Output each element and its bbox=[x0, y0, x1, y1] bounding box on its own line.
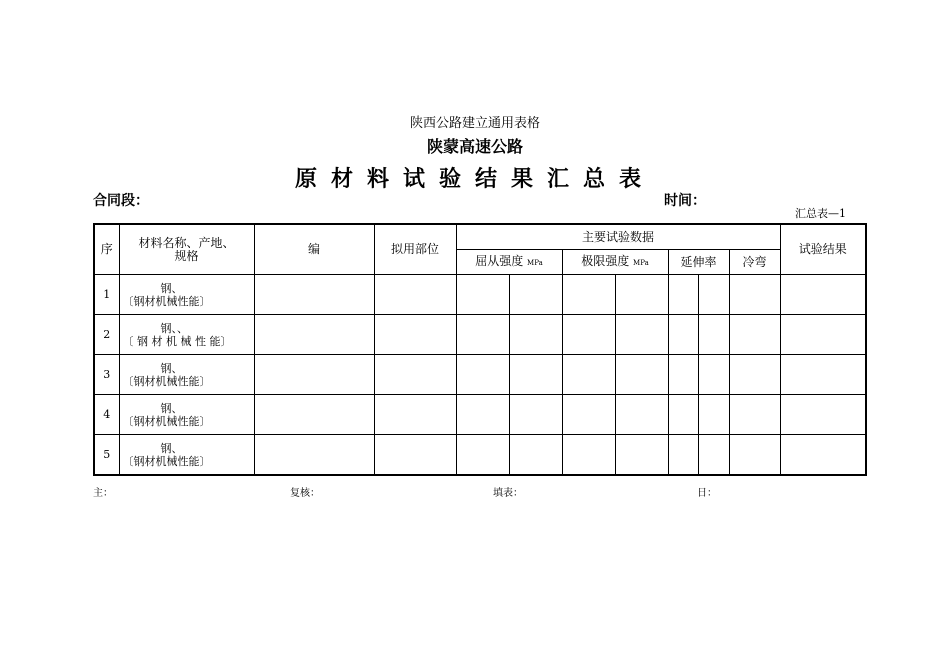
table-cell[interactable] bbox=[562, 355, 615, 395]
table-cell[interactable] bbox=[562, 315, 615, 355]
table-cell[interactable] bbox=[780, 395, 866, 435]
row-material-line2: 〔钢材机械性能〕 bbox=[122, 414, 211, 428]
table-cell[interactable] bbox=[374, 275, 456, 315]
row-material bbox=[119, 355, 254, 395]
col-location: 拟用部位 bbox=[374, 224, 456, 275]
footer-filler: 填表： bbox=[493, 488, 523, 499]
col-ultimate-unit: MPa bbox=[633, 258, 649, 267]
table-cell[interactable] bbox=[729, 395, 780, 435]
table-cell[interactable] bbox=[668, 355, 698, 395]
col-yield bbox=[456, 250, 562, 275]
form-number: 汇总表—1 bbox=[795, 207, 846, 220]
row-material-line1: 钢、 bbox=[160, 441, 183, 455]
row-material-line2: 〔钢材机械性能〕 bbox=[122, 454, 211, 468]
table-cell[interactable] bbox=[668, 435, 698, 476]
table-cell[interactable] bbox=[562, 275, 615, 315]
table-cell[interactable] bbox=[615, 315, 668, 355]
table-cell[interactable] bbox=[509, 435, 562, 476]
footer-date: 日： bbox=[697, 488, 717, 499]
row-seq: 1 bbox=[94, 275, 119, 315]
table-cell[interactable] bbox=[562, 395, 615, 435]
table-cell[interactable] bbox=[254, 315, 374, 355]
row-material-line2: 〔 钢 材 机 械 性 能〕 bbox=[122, 334, 232, 348]
table-cell[interactable] bbox=[698, 315, 729, 355]
project-name: 陕蒙高速公路 bbox=[426, 137, 523, 156]
table-cell[interactable] bbox=[374, 395, 456, 435]
table-row bbox=[94, 435, 866, 476]
row-seq: 2 bbox=[94, 315, 119, 355]
table-cell[interactable] bbox=[509, 355, 562, 395]
row-material-line1: 钢、、 bbox=[160, 321, 188, 335]
table-cell[interactable] bbox=[615, 435, 668, 476]
col-yield-unit: MPa bbox=[527, 258, 543, 267]
row-material bbox=[119, 395, 254, 435]
table-cell[interactable] bbox=[780, 355, 866, 395]
table-cell[interactable] bbox=[509, 395, 562, 435]
table-cell[interactable] bbox=[668, 395, 698, 435]
table-cell[interactable] bbox=[668, 275, 698, 315]
table-cell[interactable] bbox=[615, 395, 668, 435]
form-series-label: 陕西公路建立通用表格 bbox=[409, 116, 540, 131]
page-title: 原材料试验结果汇总表 bbox=[294, 167, 655, 192]
table-cell[interactable] bbox=[456, 315, 509, 355]
col-ultimate bbox=[562, 250, 668, 275]
footer-supervisor: 主： bbox=[93, 488, 113, 499]
table-cell[interactable] bbox=[374, 435, 456, 476]
table-cell[interactable] bbox=[456, 395, 509, 435]
table-cell[interactable] bbox=[509, 275, 562, 315]
row-material bbox=[119, 435, 254, 476]
col-code: 编 bbox=[254, 224, 374, 275]
row-material-line1: 钢、 bbox=[160, 401, 183, 415]
table-row bbox=[94, 395, 866, 435]
table-cell[interactable] bbox=[668, 315, 698, 355]
row-seq: 5 bbox=[94, 435, 119, 476]
table-cell[interactable] bbox=[780, 315, 866, 355]
table-row bbox=[94, 275, 866, 315]
table-row bbox=[94, 315, 866, 355]
table-cell[interactable] bbox=[456, 435, 509, 476]
contract-section-label: 合同段： bbox=[93, 193, 149, 209]
row-material-line1: 钢、 bbox=[160, 281, 183, 295]
row-material-line2: 〔钢材机械性能〕 bbox=[122, 374, 211, 388]
table-cell[interactable] bbox=[780, 275, 866, 315]
table-cell[interactable] bbox=[615, 355, 668, 395]
table-cell[interactable] bbox=[254, 275, 374, 315]
table-row bbox=[94, 355, 866, 395]
table-cell[interactable] bbox=[254, 355, 374, 395]
table-cell[interactable] bbox=[456, 275, 509, 315]
table-cell[interactable] bbox=[698, 435, 729, 476]
table-cell[interactable] bbox=[780, 435, 866, 476]
col-main-data: 主要试验数据 bbox=[456, 224, 780, 250]
table-cell[interactable] bbox=[729, 275, 780, 315]
row-seq: 4 bbox=[94, 395, 119, 435]
table-cell[interactable] bbox=[698, 355, 729, 395]
table-cell[interactable] bbox=[729, 435, 780, 476]
footer-reviewer: 复核： bbox=[290, 488, 320, 499]
table-cell[interactable] bbox=[374, 315, 456, 355]
col-bend: 冷弯 bbox=[729, 250, 780, 275]
table-cell[interactable] bbox=[374, 355, 456, 395]
time-label: 时间： bbox=[664, 193, 706, 209]
table-cell[interactable] bbox=[562, 435, 615, 476]
row-material bbox=[119, 275, 254, 315]
row-seq: 3 bbox=[94, 355, 119, 395]
row-material bbox=[119, 315, 254, 355]
table-cell[interactable] bbox=[254, 395, 374, 435]
table-cell[interactable] bbox=[698, 275, 729, 315]
table-cell[interactable] bbox=[254, 435, 374, 476]
table-cell[interactable] bbox=[456, 355, 509, 395]
row-material-line1: 钢、 bbox=[160, 361, 183, 375]
row-material-line2: 〔钢材机械性能〕 bbox=[122, 294, 211, 308]
table-cell[interactable] bbox=[509, 315, 562, 355]
table-cell[interactable] bbox=[698, 395, 729, 435]
col-yield-label: 屈从强度 bbox=[475, 253, 524, 268]
table-cell[interactable] bbox=[729, 315, 780, 355]
table-cell[interactable] bbox=[615, 275, 668, 315]
col-result: 试验结果 bbox=[780, 224, 866, 275]
col-material: 材料名称、产地、规格 bbox=[119, 224, 254, 275]
col-seq: 序 bbox=[94, 224, 119, 275]
results-table bbox=[93, 223, 867, 476]
table-cell[interactable] bbox=[729, 355, 780, 395]
col-elongation: 延伸率 bbox=[668, 250, 729, 275]
col-ultimate-label: 极限强度 bbox=[581, 253, 630, 268]
